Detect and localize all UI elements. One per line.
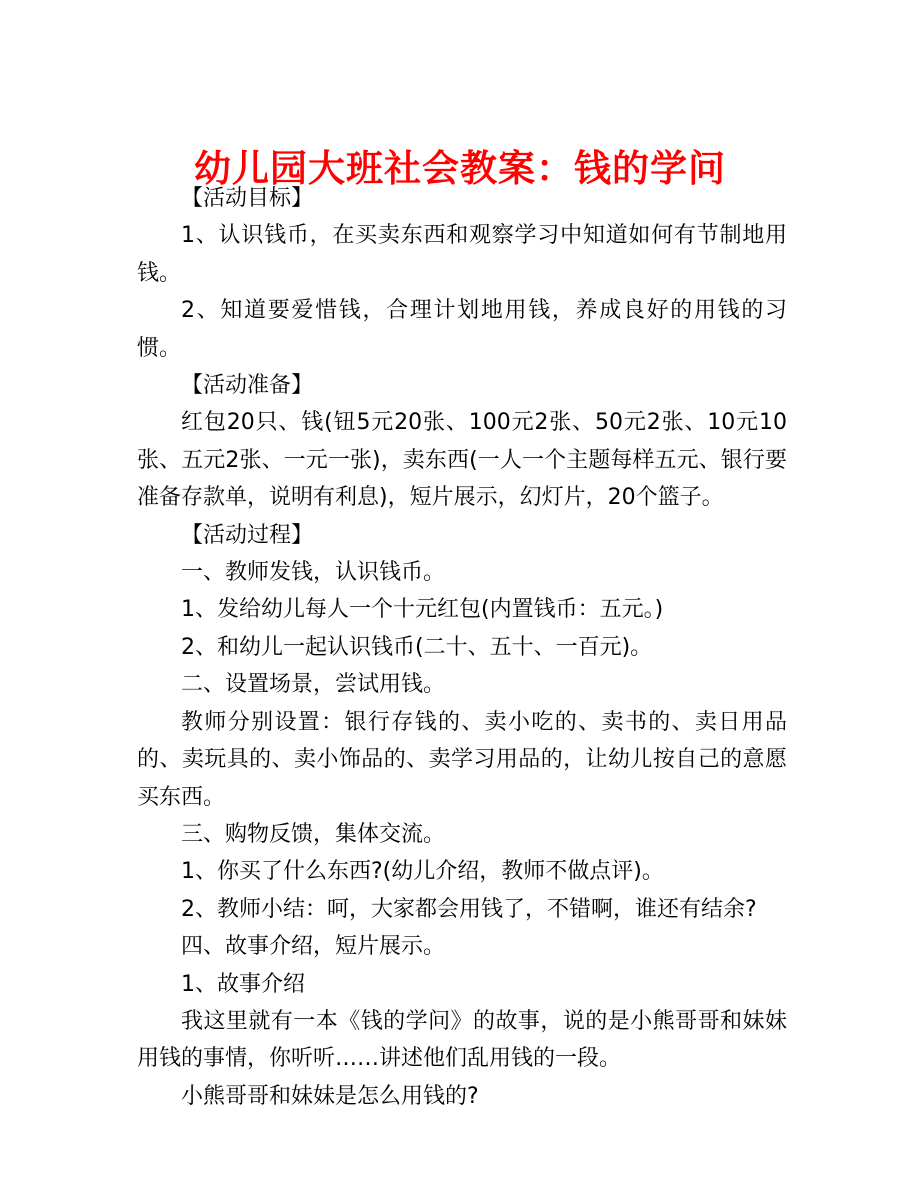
preparation-paragraph: 红包20只、钱(钮5元20张、100元2张、50元2张、10元10张、五元2张、一元一张)，卖东西(一人一个主题每样五元、银行要准备存款单，说明有利息)，短片展示，幻灯片，20个篮子。	[137, 410, 787, 511]
story-question: 小熊哥哥和妹妹是怎么用钱的?	[181, 1083, 479, 1109]
process-step-2-heading: 二、设置场景，尝试用钱。	[181, 672, 446, 698]
document-body	[137, 180, 787, 1115]
section-heading-objectives: 【活动目标】	[181, 186, 314, 211]
process-step-3-item-1: 1、你买了什么东西?(幼儿介绍，教师不做点评)。	[181, 859, 664, 885]
story-paragraph: 我这里就有一本《钱的学问》的故事，说的是小熊哥哥和妹妹用钱的事情，你听听……讲述他们乱用钱的一段。	[137, 1008, 787, 1072]
section-heading-process: 【活动过程】	[181, 522, 314, 548]
objective-item-2: 2、知道要爱惜钱，合理计划地用钱，养成良好的用钱的习惯。	[137, 298, 787, 361]
process-step-1-item-2: 2、和幼儿一起认识钱币(二十、五十、一百元)。	[181, 634, 653, 660]
objective-item-1: 1、认识钱币，在买卖东西和观察学习中知道如何有节制地用钱。	[137, 223, 787, 286]
section-heading-preparation: 【活动准备】	[181, 373, 314, 399]
page-title: 幼儿园大班社会教案：钱的学问	[194, 146, 726, 190]
process-step-2-paragraph: 教师分别设置：银行存钱的、卖小吃的、卖书的、卖日用品的、卖玩具的、卖小饰品的、卖学习用品的，让幼儿按自己的意愿买东西。	[137, 709, 787, 810]
process-step-3-item-2: 2、教师小结：呵，大家都会用钱了，不错啊，谁还有结余?	[181, 896, 757, 922]
process-step-1-item-1: 1、发给幼儿每人一个十元红包(内置钱币：五元。)	[181, 597, 664, 623]
process-step-3-heading: 三、购物反馈，集体交流。	[181, 821, 446, 847]
process-step-4-item-1: 1、故事介绍	[181, 971, 305, 997]
process-step-4-heading: 四、故事介绍，短片展示。	[181, 934, 446, 960]
process-step-1-heading: 一、教师发钱，认识钱币。	[181, 560, 446, 586]
